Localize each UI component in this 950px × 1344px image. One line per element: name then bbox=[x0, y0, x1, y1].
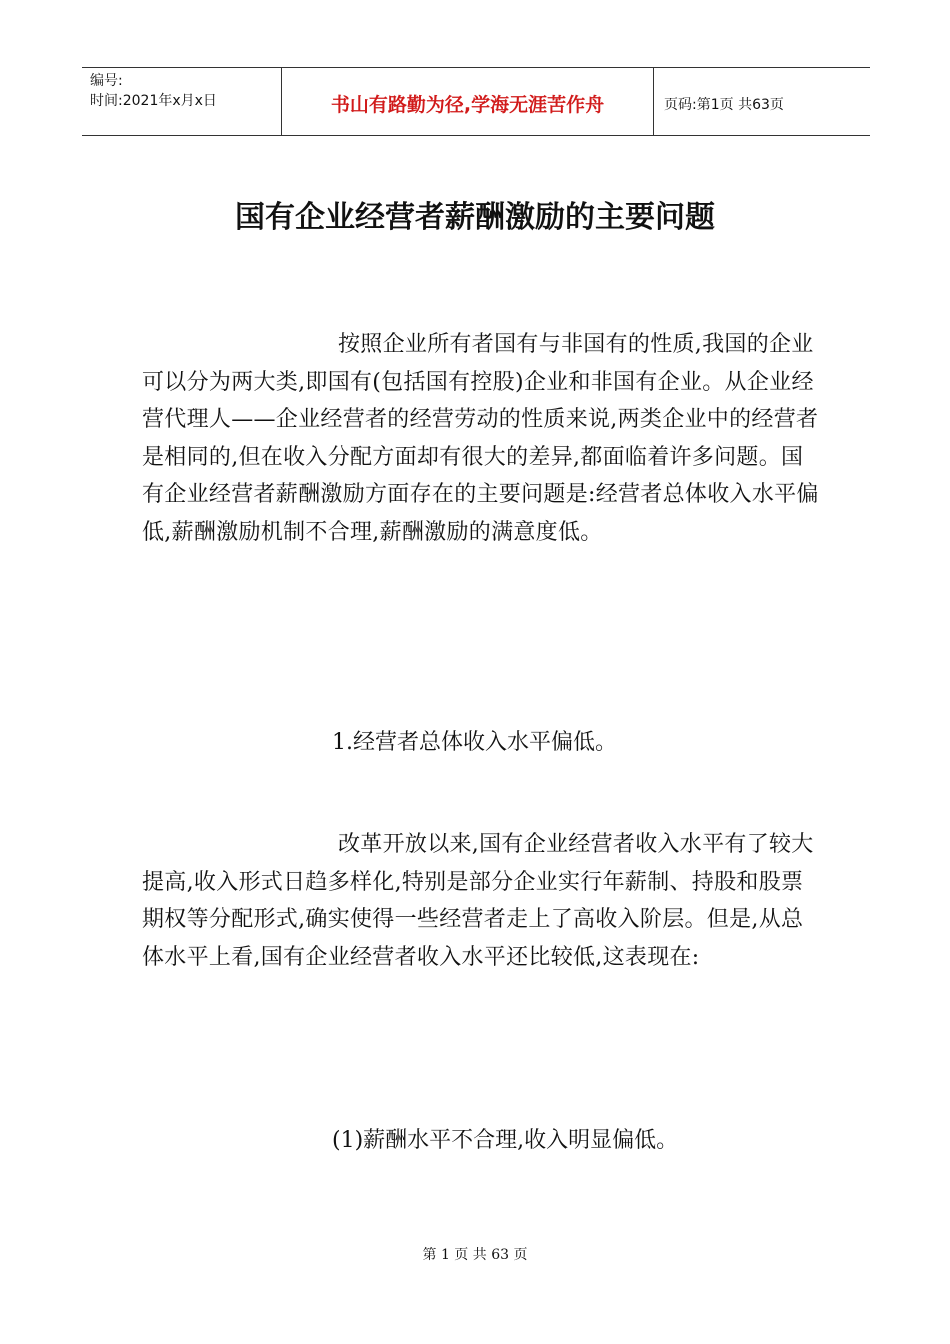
page-header bbox=[82, 67, 870, 136]
header-motto: 书山有路勤为径,学海无涯苦作舟 bbox=[282, 68, 654, 135]
document-title: 国有企业经营者薪酬激励的主要问题 bbox=[235, 200, 715, 235]
header-meta bbox=[82, 68, 282, 135]
section-heading: 1.经营者总体收入水平偏低。 bbox=[332, 730, 617, 755]
number-label: 编号: bbox=[90, 73, 123, 89]
subsection-heading: (1)薪酬水平不合理,收入明显偏低。 bbox=[332, 1128, 679, 1153]
body-paragraph: 按照企业所有者国有与非国有的性质,我国的企业可以分为两大类,即国有(包括国有控股)企业和非国有企业。从企业经营代理人——企业经营者的经营劳动的性质来说,两类企业中的经营者是相同的,但在收入分配方面却有很大的差异,都面临着许多问题。国有企业经营者薪酬激励方面存在的主要问题是:经营者总体收入水平偏低,薪酬激励机制不合理,薪酬激励的满意度低。 bbox=[142, 332, 819, 545]
header-page-info: 页码:第1页 共63页 bbox=[664, 96, 784, 113]
time-label: 时间:2021年x月x日 bbox=[90, 93, 217, 109]
page-footer: 第 1 页 共 63 页 bbox=[422, 1247, 528, 1263]
body-paragraph: 改革开放以来,国有企业经营者收入水平有了较大提高,收入形式日趋多样化,特别是部分企业实行年薪制、持股和股票期权等分配形式,确实使得一些经营者走上了高收入阶层。但是,从总体水平上看,国有企业经营者收入水平还比较低,这表现在: bbox=[142, 832, 814, 970]
